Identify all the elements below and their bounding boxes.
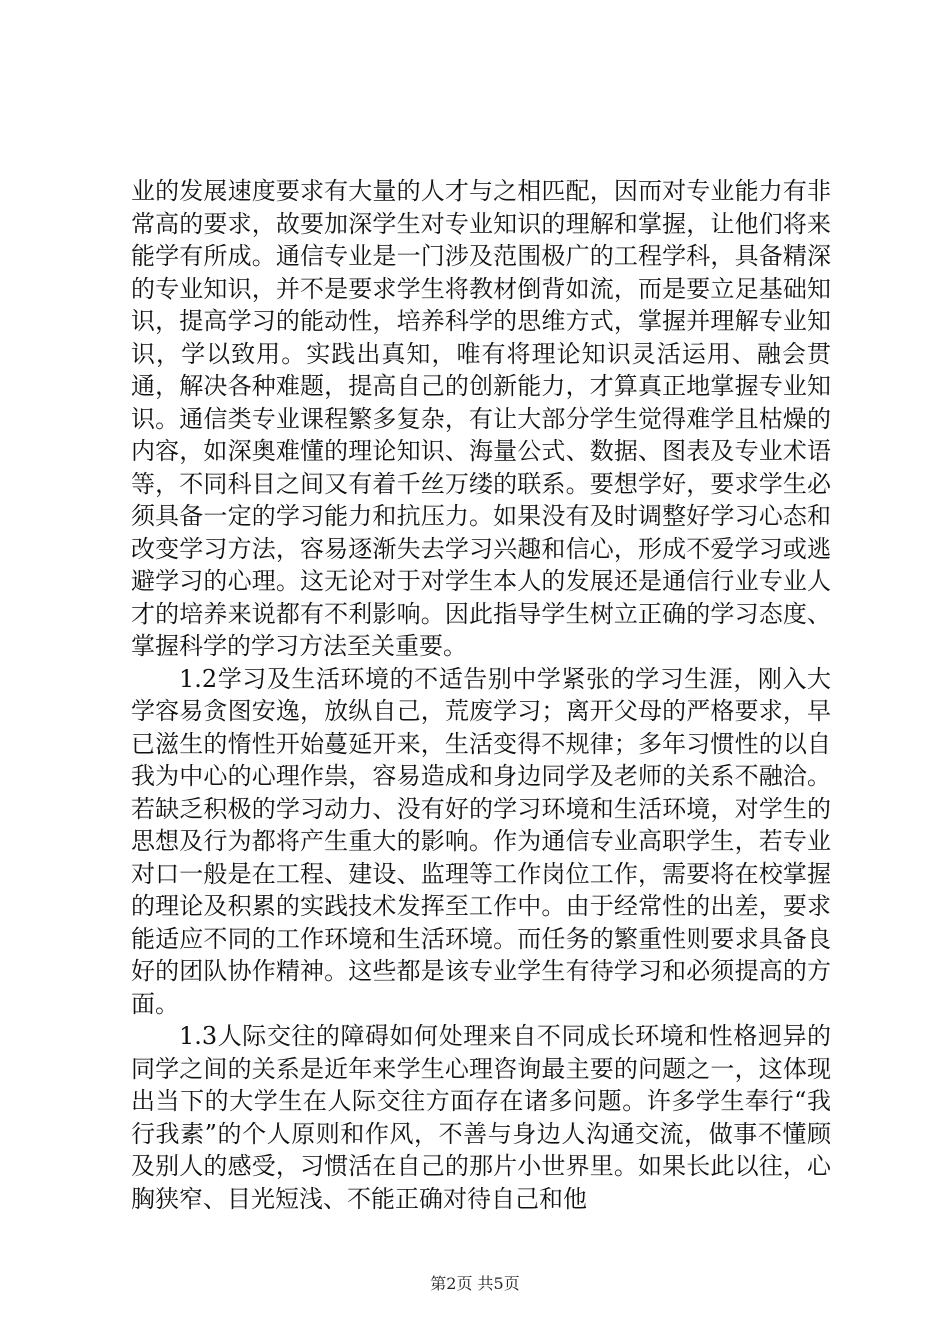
page-number-footer: 第2页 共5页 [430, 1274, 520, 1293]
paragraph-section-1-3: 1.3人际交往的障碍如何处理来自不同成长环境和性格迥异的同学之间的关系是近年来学生心理咨询最主要的问题之一，这体现出当下的大学生在人际交往方面存在诸多问题。许多学生奉行“我行我素”的个人原则和作风，不善与身边人沟通交流，做事不懂顾及别人的感受，习惯活在自己的那片小世界里。如果长此以往，心胸狭窄、目光短浅、不能正确对待自己和他 [131, 1022, 831, 1213]
paragraph-continuation: 业的发展速度要求有大量的人才与之相匹配，因而对专业能力有非常高的要求，故要加深学生对专业知识的理解和掌握，让他们将来能学有所成。通信专业是一门涉及范围极广的工程学科，具备精深的专业知识，并不是要求学生将教材倒背如流，而是要立足基础知识，提高学习的能动性，培养科学的思维方式，掌握并理解专业知识，学以致用。实践出真知，唯有将理论知识灵活运用、融会贯通，解决各种难题，提高自己的创新能力，才算真正地掌握专业知识。通信类专业课程繁多复杂，有让大部分学生觉得难学且枯燥的内容，如深奥难懂的理论知识、海量公式、数据、图表及专业术语等，不同科目之间又有着千丝万缕的联系。要想学好，要求学生必须具备一定的学习能力和抗压力。如果没有及时调整好学习心态和改变学习方法，容易逐渐失去学习兴趣和信心，形成不爱学习或逃避学习的心理。这无论对于对学生本人的发展还是通信行业专业人才的培养来说都有不利影响。因此指导学生树立正确的学习态度、掌握科学的学习方法至关重要。 [131, 177, 831, 660]
document-body [131, 175, 831, 1215]
paragraph-section-1-2: 1.2学习及生活环境的不适告别中学紧张的学习生涯，刚入大学容易贪图安逸，放纵自己，荒废学习；离开父母的严格要求，早已滋生的惰性开始蔓延开来，生活变得不规律；多年习惯性的以自我为中心的心理作祟，容易造成和身边同学及老师的关系不融洽。若缺乏积极的学习动力、没有好的学习环境和生活环境，对学生的思想及行为都将产生重大的影响。作为通信专业高职学生，若专业对口一般是在工程、建设、监理等工作岗位工作，需要将在校掌握的理论及积累的实践技术发挥至工作中。由于经常性的出差，要求能适应不同的工作环境和生活环境。而任务的繁重性则要求具备良好的团队协作精神。这些都是该专业学生有待学习和必须提高的方面。 [131, 664, 831, 1018]
